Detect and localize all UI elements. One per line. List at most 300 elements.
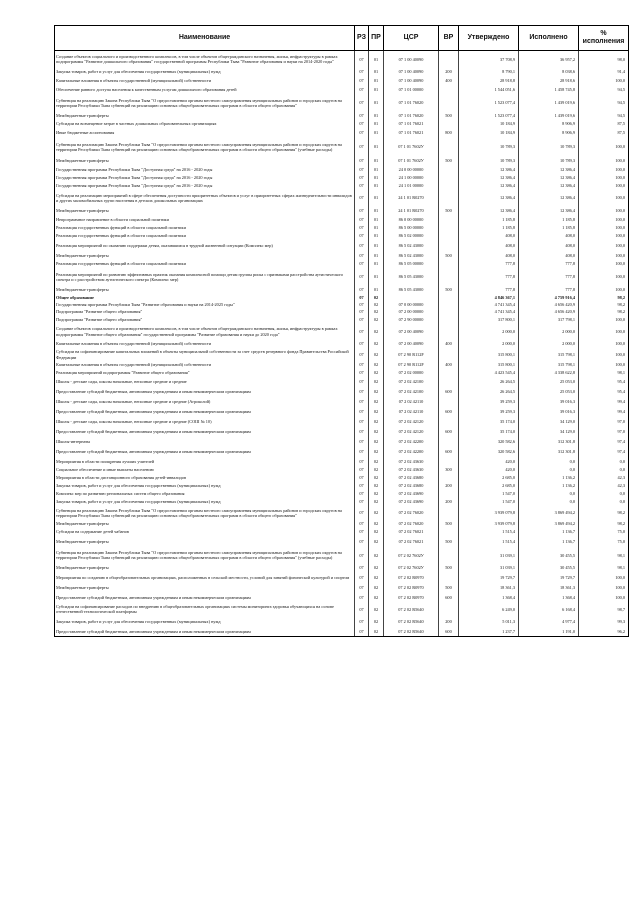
row-approved: 1 523 077,4 — [459, 95, 519, 112]
row-approved: 777,8 — [459, 286, 519, 294]
row-percent: 97,0 — [579, 427, 629, 437]
row-name: Мероприятия в области поощрения лучших учителей — [55, 457, 355, 466]
row-approved: 1 547,0 — [459, 490, 519, 498]
row-csr: 07 2 02 43630 — [384, 457, 439, 466]
row-executed: 1 191,0 — [519, 627, 579, 637]
row-csr: 07 2 90 R112F — [384, 361, 439, 369]
row-vr: 800 — [439, 128, 459, 139]
row-approved: 408,0 — [459, 232, 519, 241]
row-approved: 315 800,1 — [459, 361, 519, 369]
row-executed: 25 053,0 — [519, 377, 579, 387]
row-csr: 86 5 02 43000 — [384, 241, 439, 252]
row-name: Капитальные вложения в объекты государственной (муниципальной) собственности — [55, 77, 355, 86]
row-name: Мероприятия по созданию в общеобразовательных организациях, расположенных в сельской местности, условий для занятий физической культурой и спортом — [55, 572, 355, 583]
row-rz: 07 — [355, 301, 369, 308]
row-approved: 8 790,1 — [459, 68, 519, 77]
row-executed: 1 185,8 — [519, 216, 579, 224]
table-row — [55, 466, 629, 474]
header-name: Наименование — [55, 26, 355, 51]
row-csr: 07 2 02 R5640 — [384, 616, 439, 627]
row-executed: 408,0 — [519, 252, 579, 260]
row-rz: 07 — [355, 564, 369, 572]
row-pr: 02 — [369, 520, 384, 528]
table-row — [55, 323, 629, 340]
row-percent: 87,5 — [579, 120, 629, 128]
row-rz: 07 — [355, 466, 369, 474]
row-name: Реализация мероприятий по оказанию поддержки детям, оказавшимся в трудной жизненной ситуации (Комплекс мер) — [55, 241, 355, 252]
row-vr: 200 — [439, 498, 459, 506]
row-rz: 07 — [355, 128, 369, 139]
row-percent: 91,4 — [579, 68, 629, 77]
row-pr: 01 — [369, 95, 384, 112]
row-rz: 07 — [355, 490, 369, 498]
row-rz: 07 — [355, 120, 369, 128]
row-pr: 01 — [369, 286, 384, 294]
row-name: Мероприятия в области дистанционного образования детей-инвалидов — [55, 474, 355, 482]
row-executed: 4 759 916,4 — [519, 294, 579, 301]
row-name: Непрограммное направление в области социальной политики — [55, 216, 355, 224]
row-rz: 07 — [355, 536, 369, 547]
row-percent: 100,0 — [579, 182, 629, 190]
row-percent: 98,1 — [579, 547, 629, 564]
row-name: Межбюджетные трансферты — [55, 583, 355, 593]
row-executed: 8 038,6 — [519, 68, 579, 77]
row-csr: 07 2 02 76020 — [384, 506, 439, 520]
row-csr: 07 1 01 7602У — [384, 139, 439, 156]
row-vr — [439, 86, 459, 95]
row-approved: 4 741 345,4 — [459, 301, 519, 308]
row-csr: 86 5 05 00000 — [384, 260, 439, 269]
table-row — [55, 528, 629, 536]
row-rz: 07 — [355, 156, 369, 166]
row-name: Реализация мероприятий подпрограммы "Развитие общего образования" — [55, 369, 355, 377]
row-percent: 100,0 — [579, 593, 629, 603]
row-csr: 07 2 02 76020 — [384, 520, 439, 528]
row-pr: 02 — [369, 301, 384, 308]
header-csr: ЦСР — [384, 26, 439, 51]
row-pr: 02 — [369, 603, 384, 616]
row-pr: 01 — [369, 86, 384, 95]
row-csr: 07 2 02 43680 — [384, 474, 439, 482]
row-executed: 1 185,8 — [519, 224, 579, 232]
row-approved: 315 800,1 — [459, 348, 519, 361]
table-row — [55, 95, 629, 112]
row-name: Комплекс мер по развитию региональных систем общего образования — [55, 490, 355, 498]
row-rz: 07 — [355, 224, 369, 232]
row-approved: 408,0 — [459, 252, 519, 260]
row-executed: 777,8 — [519, 260, 579, 269]
row-executed: 3 869 494,2 — [519, 506, 579, 520]
table-row — [55, 369, 629, 377]
row-rz: 07 — [355, 241, 369, 252]
row-name: Межбюджетные трансферты — [55, 286, 355, 294]
row-name: Межбюджетные трансферты — [55, 112, 355, 120]
row-rz: 07 — [355, 457, 369, 466]
table-row — [55, 387, 629, 397]
row-vr: 500 — [439, 520, 459, 528]
row-csr: 07 2 02 R0970 — [384, 593, 439, 603]
row-rz: 07 — [355, 361, 369, 369]
row-vr: 300 — [439, 466, 459, 474]
row-name: Создание объектов социального и производственного комплексов, в том числе объектов общегражданского назначения, жилья, инфраструктуры в рамках подпрограммы "Развитие дошкольного образования" государственной программы Республики Тыва "Развитие образования и науки на 2014-2020 годы" — [55, 51, 355, 68]
table-row — [55, 174, 629, 182]
table-row — [55, 294, 629, 301]
table-row — [55, 498, 629, 506]
row-approved: 37 708,9 — [459, 51, 519, 68]
row-name: Государственная программа Республики Тыва "Доступная среда" на 2016 - 2020 годы — [55, 166, 355, 174]
row-name: Закупка товаров, работ и услуг для обеспечения государственных (муниципальных) нужд — [55, 616, 355, 627]
row-rz: 07 — [355, 498, 369, 506]
row-vr — [439, 260, 459, 269]
row-csr: 07 2 02 42110 — [384, 397, 439, 407]
row-name: Школы - детские сады, школы начальные, неполные средние и средние — [55, 377, 355, 387]
table-row — [55, 51, 629, 68]
row-csr: 07 2 02 42120 — [384, 427, 439, 437]
header-vr: ВР — [439, 26, 459, 51]
row-name: Субвенция на реализацию Закона Республики Тыва "О предоставлении органам местного самоуправления муниципальных районов и городских округов на территории Республики Тыва субвенций на реализацию основных общеобразовательных программ в области общего образования" — [55, 506, 355, 520]
row-csr: 07 2 02 43680 — [384, 482, 439, 490]
row-pr: 02 — [369, 536, 384, 547]
row-percent: 98,2 — [579, 506, 629, 520]
row-csr: 24 1 00 00000 — [384, 174, 439, 182]
table-row — [55, 572, 629, 583]
row-executed: 12 386,4 — [519, 166, 579, 174]
row-vr — [439, 369, 459, 377]
row-approved: 1 185,8 — [459, 224, 519, 232]
row-name: Социальное обеспечение и иные выплаты населению — [55, 466, 355, 474]
row-approved: 10 789,3 — [459, 156, 519, 166]
row-vr — [439, 348, 459, 361]
row-csr: 07 2 02 R0970 — [384, 572, 439, 583]
row-rz: 07 — [355, 207, 369, 216]
table-row — [55, 308, 629, 315]
row-percent: 100,0 — [579, 207, 629, 216]
row-pr: 02 — [369, 316, 384, 323]
header-percent: % исполнения — [579, 26, 629, 51]
row-rz: 07 — [355, 437, 369, 447]
row-executed: 39 016,3 — [519, 397, 579, 407]
row-csr: 07 2 02 76021 — [384, 536, 439, 547]
row-executed: 12 386,4 — [519, 207, 579, 216]
row-name: Школы - детские сады, школы начальные, неполные средние и средние (Агроколой) — [55, 397, 355, 407]
row-name: Закупка товаров, работ и услуг для обеспечения государственных (муниципальных) нужд — [55, 68, 355, 77]
row-pr: 01 — [369, 260, 384, 269]
table-row — [55, 583, 629, 593]
row-executed: 28 918,6 — [519, 77, 579, 86]
row-vr: 500 — [439, 286, 459, 294]
table-row — [55, 627, 629, 637]
row-percent: 95,4 — [579, 377, 629, 387]
table-row — [55, 232, 629, 241]
row-percent: 98,1 — [579, 564, 629, 572]
row-vr — [439, 417, 459, 427]
table-row — [55, 301, 629, 308]
row-name: Предоставление субсидий бюджетным, автономным учреждениям и иным некоммерческим организациям — [55, 407, 355, 417]
row-percent: 98,2 — [579, 308, 629, 315]
row-approved: 18 361,3 — [459, 583, 519, 593]
row-approved: 4 846 367,1 — [459, 294, 519, 301]
row-csr: 07 2 02 76021 — [384, 528, 439, 536]
row-approved: 10 184,9 — [459, 120, 519, 128]
row-rz: 07 — [355, 68, 369, 77]
table-row — [55, 447, 629, 457]
row-vr — [439, 95, 459, 112]
row-rz: 07 — [355, 166, 369, 174]
row-rz: 07 — [355, 547, 369, 564]
row-name: Подпрограмма "Развитие общего образования" — [55, 316, 355, 323]
table-row — [55, 216, 629, 224]
row-rz: 07 — [355, 506, 369, 520]
row-pr: 02 — [369, 572, 384, 583]
row-pr: 01 — [369, 182, 384, 190]
table-row — [55, 286, 629, 294]
row-name: Государственная программа Республики Тыва "Развитие образования и науки на 2014-2025 годы" — [55, 301, 355, 308]
row-rz: 07 — [355, 294, 369, 301]
row-percent: 0,0 — [579, 498, 629, 506]
table-row — [55, 474, 629, 482]
row-executed: 34 129,0 — [519, 427, 579, 437]
table-row — [55, 156, 629, 166]
row-percent: 0,0 — [579, 457, 629, 466]
budget-execution-table — [54, 25, 629, 637]
row-pr: 02 — [369, 348, 384, 361]
table-row — [55, 260, 629, 269]
row-name: Государственная программа Республики Тыва "Доступная среда" на 2016 - 2020 годы — [55, 174, 355, 182]
row-csr: 07 2 02 42100 — [384, 387, 439, 397]
table-row — [55, 520, 629, 528]
row-name: Капитальные вложения в объекты государственной (муниципальной) собственности — [55, 361, 355, 369]
row-percent: 98,2 — [579, 520, 629, 528]
table-row — [55, 166, 629, 174]
row-approved: 6 249,0 — [459, 603, 519, 616]
row-name: Общее образование — [55, 294, 355, 301]
row-vr: 500 — [439, 252, 459, 260]
table-row — [55, 616, 629, 627]
row-percent: 99,4 — [579, 397, 629, 407]
header-executed: Исполнено — [519, 26, 579, 51]
row-name: Межбюджетные трансферты — [55, 520, 355, 528]
row-approved: 1 547,0 — [459, 498, 519, 506]
row-pr: 02 — [369, 498, 384, 506]
row-pr: 01 — [369, 269, 384, 286]
row-pr: 02 — [369, 377, 384, 387]
row-pr: 02 — [369, 437, 384, 447]
row-rz: 07 — [355, 286, 369, 294]
row-percent: 100,0 — [579, 241, 629, 252]
table-row — [55, 112, 629, 120]
row-csr: 07 1 01 76020 — [384, 95, 439, 112]
table-row — [55, 348, 629, 361]
table-row — [55, 536, 629, 547]
row-percent: 100,0 — [579, 572, 629, 583]
row-percent: 98,2 — [579, 301, 629, 308]
table-row — [55, 397, 629, 407]
row-percent: 0,0 — [579, 490, 629, 498]
row-vr: 600 — [439, 627, 459, 637]
row-vr — [439, 528, 459, 536]
row-pr: 01 — [369, 190, 384, 207]
row-csr: 07 2 90 R112F — [384, 348, 439, 361]
table-row — [55, 564, 629, 572]
row-percent: 97,0 — [579, 417, 629, 427]
row-executed: 315 798,1 — [519, 348, 579, 361]
table-row — [55, 77, 629, 86]
row-name: Предоставление субсидий бюджетным, автономным учреждениям и иным некоммерческим организациям — [55, 447, 355, 457]
row-executed: 0,0 — [519, 457, 579, 466]
row-approved: 28 918,8 — [459, 77, 519, 86]
row-rz: 07 — [355, 387, 369, 397]
row-pr: 02 — [369, 583, 384, 593]
row-approved: 31 039,1 — [459, 564, 519, 572]
row-pr: 02 — [369, 506, 384, 520]
row-executed: 1 136,2 — [519, 482, 579, 490]
row-pr: 01 — [369, 166, 384, 174]
row-percent: 100,0 — [579, 286, 629, 294]
row-vr: 600 — [439, 407, 459, 417]
header-pr: ПР — [369, 26, 384, 51]
row-approved: 3 939 079,8 — [459, 506, 519, 520]
row-rz: 07 — [355, 397, 369, 407]
row-percent: 100,0 — [579, 323, 629, 340]
row-approved: 320 582,6 — [459, 437, 519, 447]
row-vr: 400 — [439, 340, 459, 348]
row-name: Реализация государственных функций в области социальной политики — [55, 232, 355, 241]
row-percent: 100,0 — [579, 216, 629, 224]
table-row — [55, 437, 629, 447]
row-executed: 4 656 420,9 — [519, 308, 579, 315]
row-approved: 12 386,4 — [459, 174, 519, 182]
row-approved: 39 259,3 — [459, 397, 519, 407]
row-percent: 94,5 — [579, 112, 629, 120]
row-approved: 2 000,0 — [459, 340, 519, 348]
row-rz: 07 — [355, 86, 369, 95]
row-rz: 07 — [355, 316, 369, 323]
row-rz: 07 — [355, 377, 369, 387]
row-csr: 07 1 01 76020 — [384, 112, 439, 120]
row-rz: 07 — [355, 520, 369, 528]
row-rz: 07 — [355, 528, 369, 536]
row-vr — [439, 547, 459, 564]
budget-table-page — [54, 25, 628, 637]
row-percent: 94,5 — [579, 86, 629, 95]
row-vr: 600 — [439, 593, 459, 603]
row-pr: 02 — [369, 457, 384, 466]
row-percent: 97,4 — [579, 447, 629, 457]
row-csr: 07 0 00 00000 — [384, 301, 439, 308]
row-pr: 02 — [369, 616, 384, 627]
row-approved: 3 939 079,8 — [459, 520, 519, 528]
row-csr: 86 5 02 00000 — [384, 232, 439, 241]
table-row — [55, 128, 629, 139]
row-executed: 12 386,4 — [519, 190, 579, 207]
row-percent: 100,0 — [579, 269, 629, 286]
row-executed: 1 136,2 — [519, 474, 579, 482]
table-row — [55, 506, 629, 520]
row-executed: 777,8 — [519, 269, 579, 286]
row-csr: 24 1 01 R0270 — [384, 207, 439, 216]
row-percent: 99,3 — [579, 616, 629, 627]
row-csr: 07 1 00 40090 — [384, 51, 439, 68]
row-approved: 420,0 — [459, 466, 519, 474]
row-rz: 07 — [355, 474, 369, 482]
row-percent: 100,0 — [579, 232, 629, 241]
row-pr: 01 — [369, 207, 384, 216]
row-vr: 200 — [439, 616, 459, 627]
table-row — [55, 340, 629, 348]
row-approved: 35 174,0 — [459, 417, 519, 427]
row-executed: 777,8 — [519, 286, 579, 294]
row-vr — [439, 241, 459, 252]
row-executed: 0,0 — [519, 498, 579, 506]
row-rz: 07 — [355, 603, 369, 616]
row-pr: 01 — [369, 68, 384, 77]
row-approved: 26 264,5 — [459, 387, 519, 397]
row-pr: 01 — [369, 252, 384, 260]
row-vr — [439, 457, 459, 466]
row-pr: 02 — [369, 340, 384, 348]
row-executed: 312 301,8 — [519, 437, 579, 447]
row-approved: 10 789,3 — [459, 139, 519, 156]
row-percent: 100,0 — [579, 166, 629, 174]
row-executed: 1 458 745,8 — [519, 86, 579, 95]
row-name: Предоставление субсидий бюджетным, автономным учреждениям и иным некоммерческим организациям — [55, 387, 355, 397]
row-vr: 400 — [439, 361, 459, 369]
table-row — [55, 139, 629, 156]
row-rz: 07 — [355, 340, 369, 348]
row-vr: 500 — [439, 156, 459, 166]
row-pr: 01 — [369, 232, 384, 241]
row-approved: 4 423 545,4 — [459, 369, 519, 377]
row-rz: 07 — [355, 139, 369, 156]
row-pr: 02 — [369, 294, 384, 301]
row-pr: 02 — [369, 593, 384, 603]
table-body — [55, 51, 629, 637]
row-rz: 07 — [355, 174, 369, 182]
row-vr — [439, 269, 459, 286]
row-csr: 07 2 02 00000 — [384, 369, 439, 377]
row-pr: 02 — [369, 528, 384, 536]
row-pr: 02 — [369, 447, 384, 457]
row-rz: 07 — [355, 308, 369, 315]
row-pr: 01 — [369, 216, 384, 224]
row-executed: 1 368,4 — [519, 593, 579, 603]
row-csr: 24 1 01 R0270 — [384, 190, 439, 207]
row-percent: 100,0 — [579, 174, 629, 182]
row-executed: 317 798,1 — [519, 316, 579, 323]
row-name: Реализация государственных функций в области социальной политики — [55, 224, 355, 232]
row-rz: 07 — [355, 269, 369, 286]
row-name: Субсидии на содержание детей чабанов — [55, 528, 355, 536]
row-rz: 07 — [355, 369, 369, 377]
row-csr: 07 2 90 00000 — [384, 316, 439, 323]
row-pr: 02 — [369, 308, 384, 315]
header-approved: Утверждено — [459, 26, 519, 51]
row-approved: 12 386,4 — [459, 207, 519, 216]
row-approved: 19 729,7 — [459, 572, 519, 583]
row-vr — [439, 216, 459, 224]
row-pr: 01 — [369, 77, 384, 86]
row-csr: 07 2 00 40090 — [384, 340, 439, 348]
row-vr — [439, 323, 459, 340]
row-name: Межбюджетные трансферты — [55, 207, 355, 216]
row-approved: 2 000,0 — [459, 323, 519, 340]
row-pr: 02 — [369, 564, 384, 572]
row-executed: 0,0 — [519, 466, 579, 474]
row-name: Закупка товаров, работ и услуг для обеспечения государственных (муниципальных) нужд — [55, 482, 355, 490]
row-executed: 8 906,9 — [519, 128, 579, 139]
table-row — [55, 86, 629, 95]
row-rz: 07 — [355, 232, 369, 241]
